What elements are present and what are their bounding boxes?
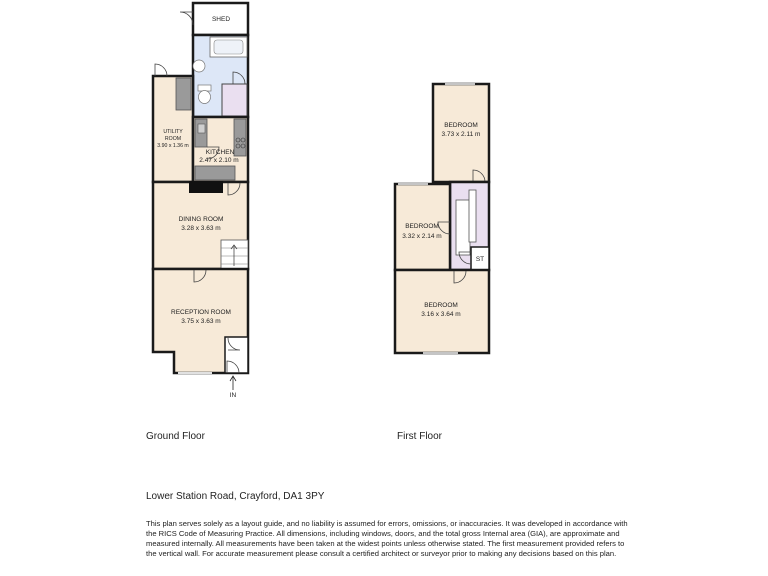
bathtub-inner <box>214 40 243 54</box>
toilet-bowl <box>199 91 211 104</box>
bedroom-front-label: BEDROOM <box>424 302 458 309</box>
bedroom-mid-dims: 3.32 x 2.14 m <box>402 233 442 240</box>
disclaimer-text: This plan serves solely as a layout guide, and no liability is assumed for errors, omissions, or inaccuracies. It was developed in accordance with the RICS Code of Measuring Practice. All dimensions, including windows, doors, and the total gross Internal area (GIA), are approximate and measured internally. All measurements have been taken at the widest points unless otherwise stated. The first measurement provided refers to the vertical wall. For accurate measurement please consult a certified architect or surveyor prior to making any decisions based on this plan. <box>146 519 628 558</box>
cupboard <box>222 84 247 116</box>
property-address: Lower Station Road, Crayford, DA1 3PY <box>146 491 325 502</box>
ground-floor-plan <box>153 3 248 399</box>
kitchen-sink <box>198 124 205 133</box>
first-floor-plan <box>395 83 489 354</box>
dining-label: DINING ROOM <box>178 216 224 223</box>
bedroom-mid-label: BEDROOM <box>405 223 439 230</box>
chimney-breast <box>189 181 223 193</box>
reception-label: RECEPTION ROOM <box>171 309 231 316</box>
shed-door <box>180 12 193 25</box>
bedroom-rear-label: BEDROOM <box>444 122 478 129</box>
kitchen-counter-bottom <box>195 166 235 180</box>
kitchen-dims: 2.47 x 2.10 m <box>199 157 239 164</box>
utility-dims: 3.90 x 1.36 m <box>157 143 189 149</box>
landing-divider <box>469 190 476 242</box>
utility-counter <box>176 78 191 110</box>
reception-dims: 3.75 x 3.63 m <box>181 318 221 325</box>
utility-door <box>155 64 167 76</box>
toilet-cistern <box>198 85 211 91</box>
shed-label: SHED <box>211 16 231 23</box>
kitchen-counter-right <box>234 119 246 156</box>
bedroom-rear-dims: 3.73 x 2.11 m <box>441 131 481 138</box>
ground-floor-label: Ground Floor <box>146 431 205 442</box>
kitchen-label: KITCHEN <box>205 149 235 156</box>
dining-dims: 3.28 x 3.63 m <box>181 225 221 232</box>
store-label: ST <box>475 256 485 263</box>
first-floor-label: First Floor <box>397 431 442 442</box>
utility-label-line2: ROOM <box>164 136 182 142</box>
landing-stairwell <box>456 200 470 255</box>
entry-label: IN <box>229 392 237 399</box>
basin <box>193 60 205 72</box>
utility-label-line1: UTILITY <box>163 129 183 135</box>
bedroom-front-dims: 3.16 x 3.64 m <box>421 311 461 318</box>
